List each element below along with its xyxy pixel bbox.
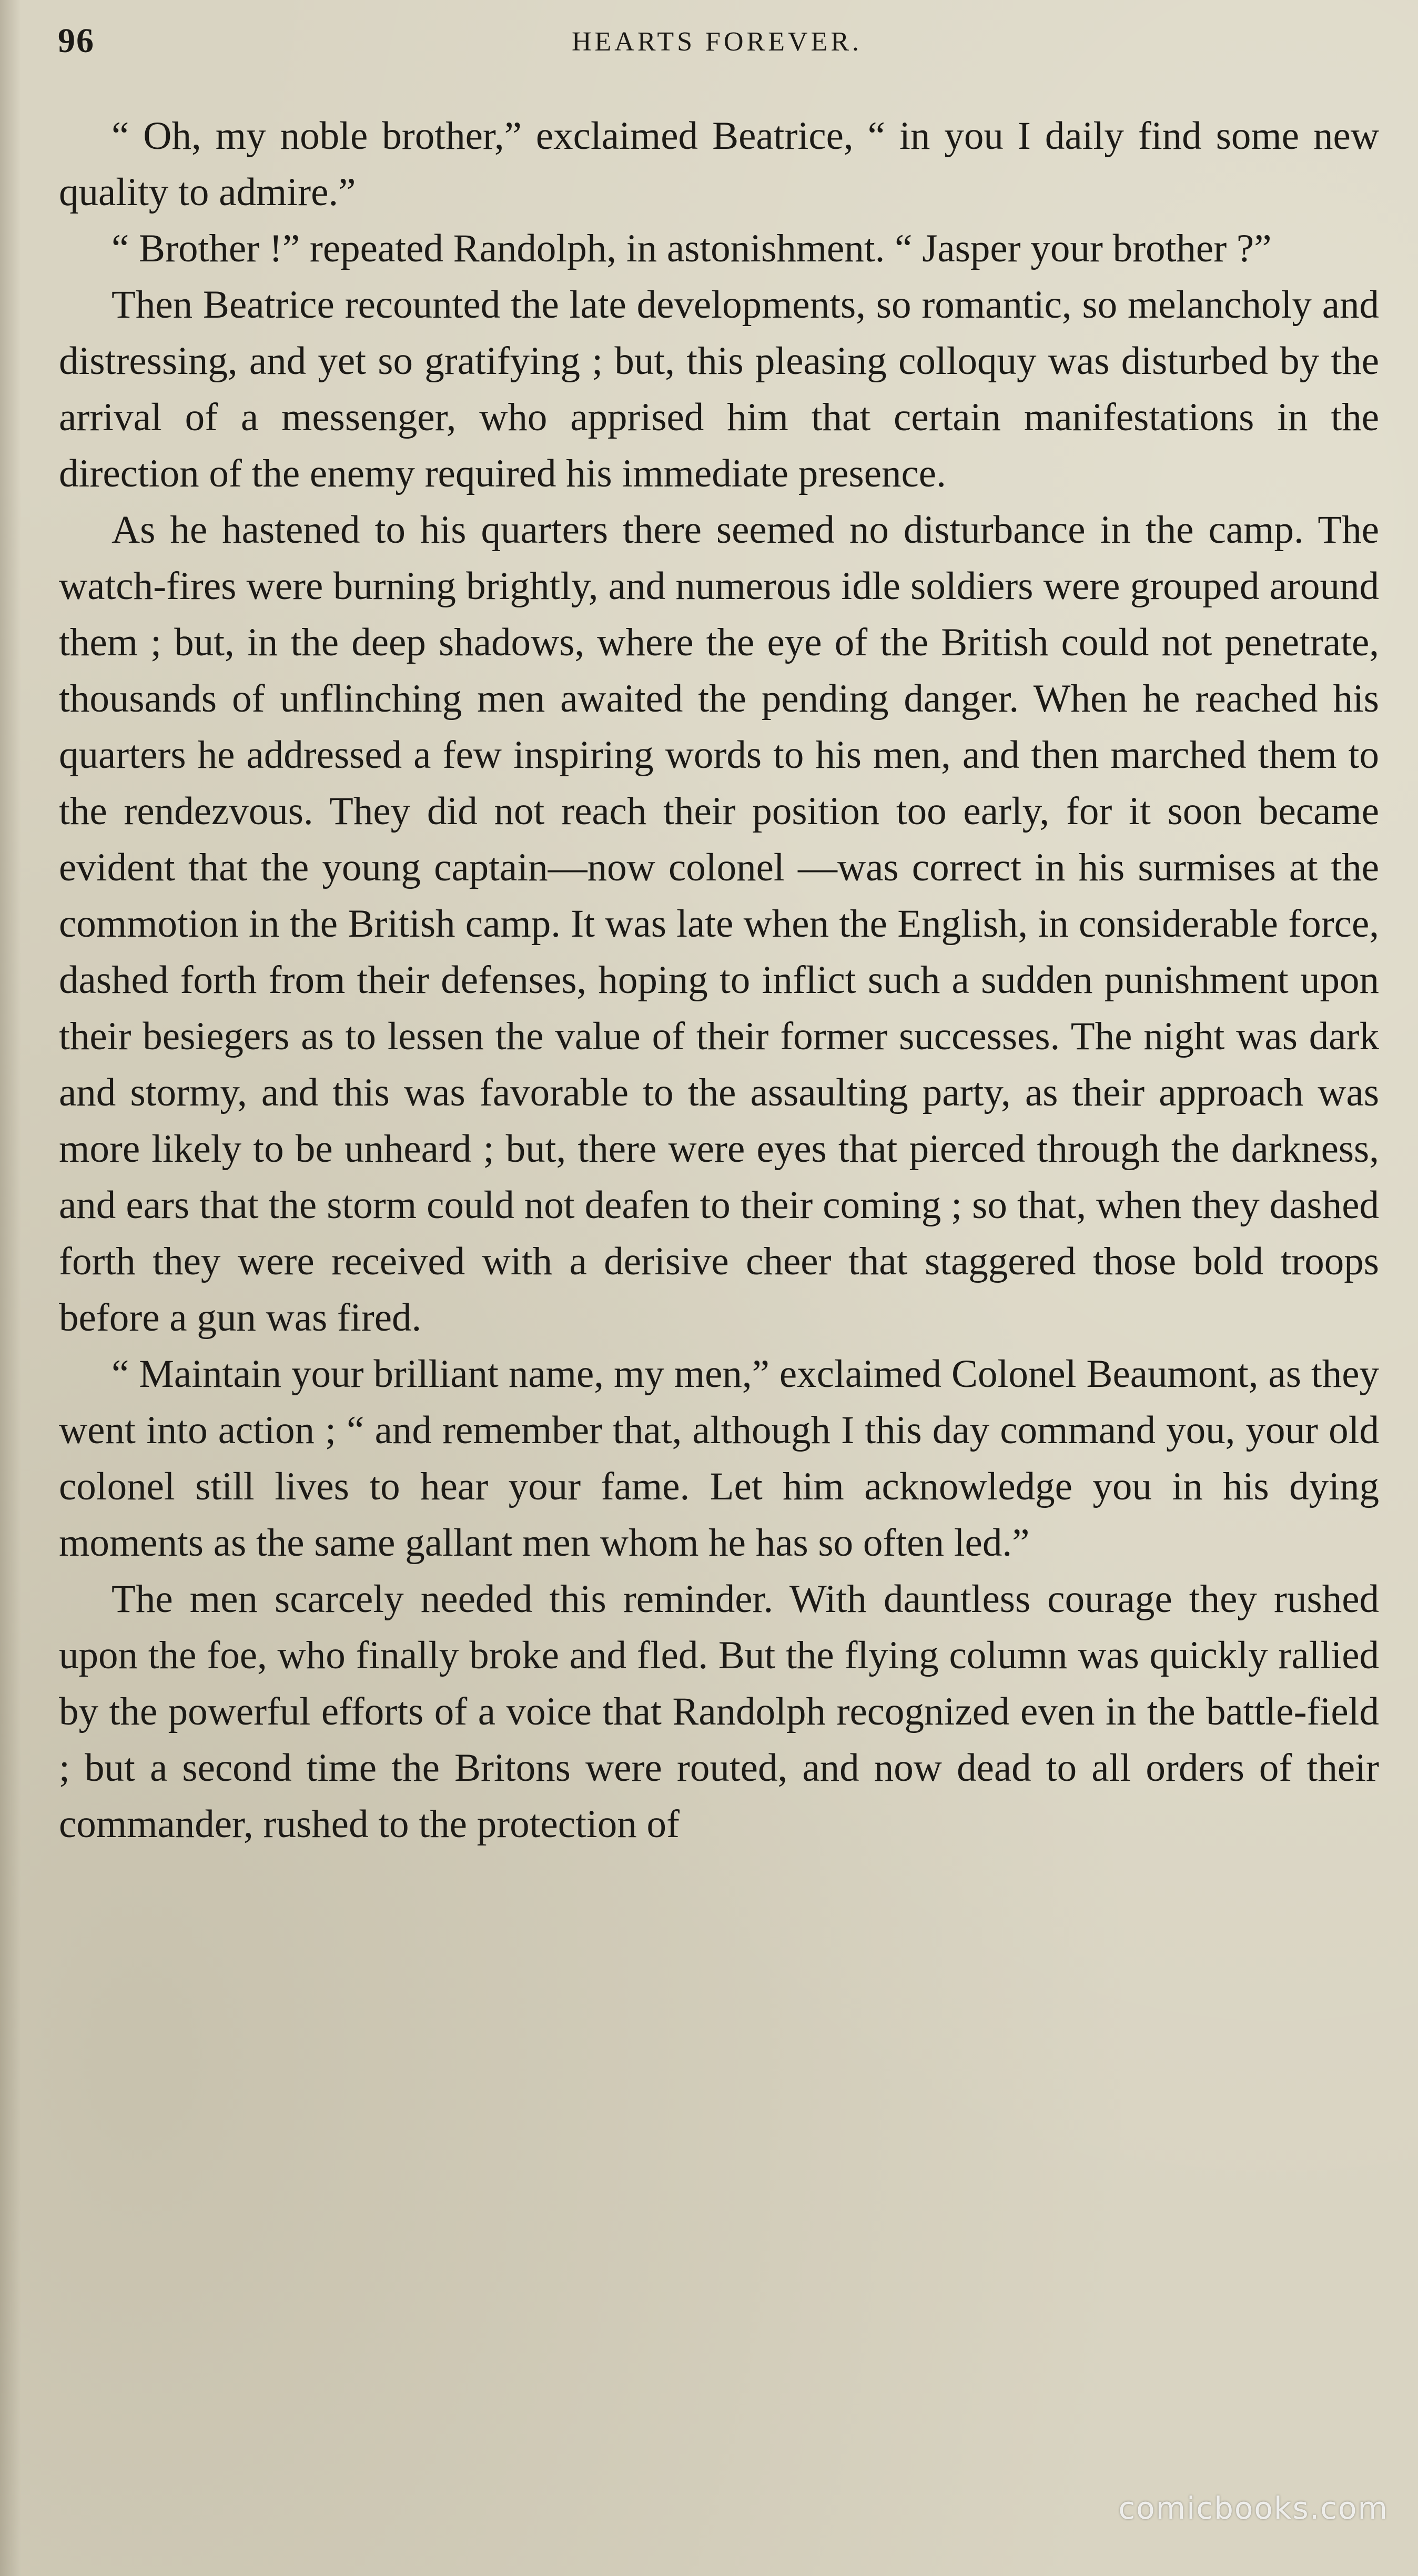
running-title: HEARTS FOREVER.: [571, 27, 863, 57]
paragraph: “ Brother !” repeated Randolph, in astonishment. “ Jasper your brother ?”: [112, 227, 1272, 270]
watermark: comicbooks.com: [1118, 2490, 1389, 2526]
paragraph: The men scarcely needed this reminder. With dauntless courage they rushed upon the foe, who finally broke and fled. But the flying column was quickly rallied by the powerful efforts of a voice that Randolph recognized even in the battle-field ; but a second time the Britons were routed, and now dead to all orders of their commander, rushed to the protection of: [59, 1577, 1379, 1846]
paragraph: “ Maintain your brilliant name, my men,” exclaimed Colonel Beaumont, as they went into action ; “ and remember that, although I this day command you, your old colonel still lives to hear your fame. Let him acknowledge you in his dying moments as the same gallant men whom he has so often led.”: [59, 1352, 1379, 1565]
paragraph: “ Oh, my noble brother,” exclaimed Beatrice, “ in you I daily find some new quality to admire.”: [59, 114, 1379, 214]
body-text: [59, 108, 1379, 1852]
paragraph: As he hastened to his quarters there seemed no disturbance in the camp. The watch-fires were burning brightly, and numerous idle soldiers were grouped around them ; but, in the deep shadows, where the eye of the British could not penetrate, thousands of unflinching men awaited the pending danger. When he reached his quarters he addressed a few inspiring words to his men, and then marched them to the rendezvous. They did not reach their position too early, for it soon became evident that the young captain—now colonel —was correct in his surmises at the commotion in the British camp. It was late when the English, in considerable force, dashed forth from their defenses, hoping to inflict such a sudden punishment upon their besiegers as to lessen the value of their former successes. The night was dark and stormy, and this was favorable to the assaulting party, as their approach was more likely to be unheard ; but, there were eyes that pierced through the darkness, and ears that the storm could not deafen to their coming ; so that, when they dashed forth they were received with a derisive cheer that staggered those bold troops before a gun was fired.: [59, 508, 1379, 1340]
page-number: 96: [58, 22, 95, 60]
paragraph: Then Beatrice recounted the late developments, so romantic, so melancholy and distressing, and yet so gratifying ; but, this pleasing colloquy was disturbed by the arrival of a messenger, who apprised him that certain manifestations in the direction of the enemy required his immediate presence.: [59, 283, 1379, 495]
page-header: [58, 21, 1376, 79]
